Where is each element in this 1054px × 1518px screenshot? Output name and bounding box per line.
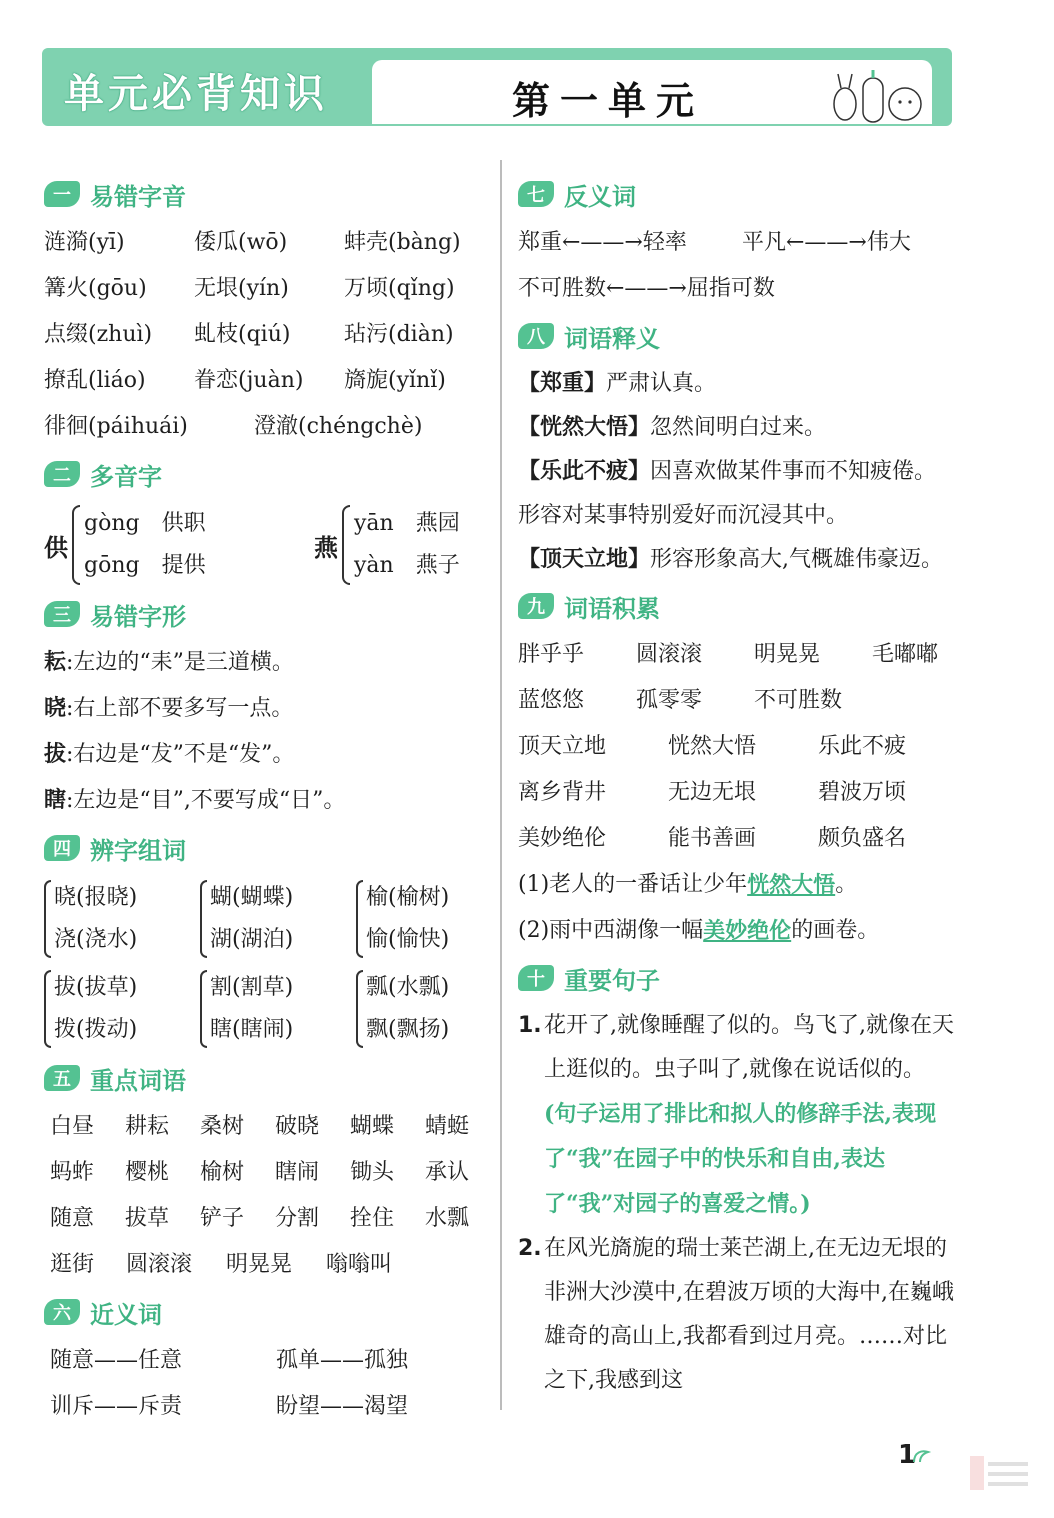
word-bank-row [518,678,958,724]
glyph-note: :右边是“犮”不是“发”。 [66,742,295,767]
key-word: 破晓 [275,1114,320,1139]
sentence-text: 在风光旖旎的瑞士莱芒湖上,在无边无垠的非洲大沙漠中,在碧波万顷的大海中,在巍峨雄奇的高山上,我都看到过月亮。……对比之下,我感到这 [544,1236,954,1393]
brace-icon [44,880,51,958]
section-title: 重点词语 [90,1066,186,1095]
unit-title: 第一单元 [512,79,705,123]
bank-word: 圆滚滚 [636,642,703,667]
section-badge: 七 [518,181,554,207]
bank-word: 毛嘟嘟 [872,642,939,667]
example-text: 。 [835,872,858,897]
pinyin-item: 徘徊(páihuái) [44,414,188,439]
key-word: 耕耘 [125,1114,170,1139]
bank-word: 碧波万顷 [818,780,907,805]
bank-word: 顶天立地 [518,734,607,759]
section-title: 近义词 [90,1300,162,1329]
key-sentence [518,1004,958,1227]
key-word: 拴住 [350,1206,395,1231]
synonym-pair: 随意——任意 [50,1348,183,1373]
sentence-number: 2. [518,1236,542,1261]
brace-icon [44,970,51,1048]
sentence-note: (句子运用了排比和拟人的修辞手法,表现了“我”在园子中的快乐和自由,表达了“我”对园子的喜爱之情。) [544,1101,937,1217]
key-word: 樱桃 [125,1160,170,1185]
pair-word: 拨(拨动) [54,1017,138,1042]
synonym-row [44,1338,484,1384]
pinyin-item: 无垠(yín) [194,276,289,301]
section-badge: 八 [518,323,554,349]
bank-word: 乐此不疲 [818,734,907,759]
distinguish-pair [44,967,200,1051]
section-badge: 三 [44,601,80,627]
glyph-note-row [44,686,484,732]
bank-word: 不可胜数 [754,688,843,713]
pinyin-item: 撩乱(liáo) [44,368,146,393]
synonym-row [44,1384,484,1430]
definition-term: 【顶天立地】 [518,547,651,572]
bank-word: 蓝悠悠 [518,688,585,713]
distinguish-pair [356,967,449,1051]
key-word: 白昼 [50,1114,95,1139]
key-words-row [44,1104,484,1150]
pair-word: 浇(浇水) [54,927,138,952]
pinyin-row [44,358,484,404]
section-badge: 二 [44,461,80,487]
section-badge: 一 [44,181,80,207]
pinyin-item: 涟漪(yī) [44,230,125,255]
polyphone-char: 供 [44,533,68,562]
glyph-note-row [44,778,484,824]
glyph-note: :左边的“耒”是三道横。 [66,650,294,675]
synonym-pair: 孤单——孤独 [276,1348,409,1373]
pair-word: 割(割草) [210,975,294,1000]
section-header-5 [44,1058,484,1098]
section-header-8 [518,316,958,356]
example-sentence [518,908,958,954]
sentence-text: 花开了,就像睡醒了似的。鸟飞了,就像在天上逛似的。虫子叫了,就像在说话似的。 [544,1013,954,1082]
section-header-2 [44,454,484,494]
antonym-pair: 不可胜数←——→屈指可数 [518,276,775,301]
pinyin-item: 点缀(zhuì) [44,322,153,347]
distinguish-pair [356,877,449,961]
section-title: 重要句子 [564,966,660,995]
page-header [42,48,952,128]
glyph-char: 瞎 [44,788,67,813]
pair-word: 晓(报晓) [54,885,138,910]
pinyin-row [44,312,484,358]
section-title: 多音字 [90,462,162,491]
key-word: 随意 [50,1206,95,1231]
section-header-7 [518,174,958,214]
key-word: 桑树 [200,1114,245,1139]
section-title: 易错字形 [90,602,186,631]
definition-term: 【郑重】 [518,371,607,396]
glyph-note-row [44,732,484,778]
section-badge: 四 [44,835,80,861]
section-header-9 [518,586,958,626]
brace-icon [200,970,207,1048]
unit-title-box [372,60,932,124]
definition-term: 【恍然大悟】 [518,415,651,440]
example-sentence [518,862,958,908]
key-word: 蜻蜓 [425,1114,470,1139]
pinyin-row [44,220,484,266]
glyph-note: :左边是“目”,不要写成“日”。 [66,788,346,813]
bank-word: 颇负盛名 [818,826,907,851]
definition-text: 因喜欢做某件事而不知疲倦。形容对某事特别爱好而沉浸其中。 [518,459,937,528]
pinyin-item: 眷恋(juàn) [194,368,304,393]
antonym-pair: 平凡←——→伟大 [742,230,911,255]
section-header-6 [44,1292,484,1332]
key-word: 承认 [425,1160,470,1185]
section-header-4 [44,828,484,868]
definition [518,450,958,538]
section-title: 反义词 [564,182,636,211]
key-word: 锄头 [350,1160,395,1185]
sentence-number: 1. [518,1013,542,1038]
example-highlight: 美妙绝伦 [703,918,792,944]
bank-word: 离乡背井 [518,780,607,805]
synonym-pair: 盼望——渴望 [276,1394,409,1419]
pair-word: 瓢(水瓢) [366,975,450,1000]
bank-word: 无边无垠 [668,780,757,805]
section-header-10 [518,958,958,998]
bank-word: 胖乎乎 [518,642,585,667]
section-badge: 九 [518,593,554,619]
antonym-row [518,266,958,312]
key-word: 铲子 [200,1206,245,1231]
pinyin-row [44,404,484,450]
glyph-note-row [44,640,484,686]
antonym-row [518,220,958,266]
page-number: 1 [898,1440,917,1470]
key-words-row [44,1242,484,1288]
synonym-pair: 训斥——斥责 [50,1394,183,1419]
column-divider [500,160,502,1410]
pinyin-item: 蚌壳(bàng) [344,230,461,255]
word-bank-row [518,632,958,678]
pinyin-item: 旖旎(yǐnǐ) [344,368,446,393]
polyphone-reading: gōng 提供 [84,553,206,578]
polyphone-group [314,500,460,590]
example-text: (2)雨中西湖像一幅 [518,918,704,943]
pinyin-item: 万顷(qǐng) [344,276,455,301]
brace-icon [356,970,363,1048]
key-word: 蝴蝶 [350,1114,395,1139]
definition-text: 形容形象高大,气概雄伟豪迈。 [650,547,944,572]
definition [518,362,958,406]
key-word: 圆滚滚 [126,1252,193,1277]
section-title: 词语积累 [564,594,660,623]
brace-icon [356,880,363,958]
section-header-3 [44,594,484,634]
key-word: 蚂蚱 [50,1160,95,1185]
distinguish-pair [200,967,356,1051]
pair-word: 榆(榆树) [366,885,450,910]
pinyin-item: 倭瓜(wō) [194,230,288,255]
section-title: 词语释义 [564,324,660,353]
brace-icon [72,505,80,585]
polyphone-group [44,500,314,590]
glyph-char: 耘 [44,650,67,675]
distinguish-pair [200,877,356,961]
word-bank-row [518,816,958,862]
pinyin-item: 虬枝(qiú) [194,322,291,347]
mascot-illustration-icon [827,68,927,124]
bank-word: 能书善画 [668,826,757,851]
pinyin-item: 玷污(diàn) [344,322,454,347]
glyph-char: 拔 [44,742,67,767]
key-word: 明晃晃 [226,1252,293,1277]
pair-word: 瞎(瞎闹) [210,1017,294,1042]
brace-icon [200,880,207,958]
example-text: (1)老人的一番话让少年 [518,872,748,897]
brace-icon [342,505,350,585]
pinyin-item: 澄澈(chéngchè) [254,414,423,439]
watermark-logo-icon [870,1446,1040,1498]
polyphone-reading: yān 燕园 [354,511,460,536]
polyphone-groups [44,500,484,590]
definition-text: 严肃认真。 [606,371,717,396]
antonym-pair: 郑重←——→轻率 [518,230,687,255]
section-header-1 [44,174,484,214]
key-word: 逛街 [50,1252,95,1277]
bank-word: 恍然大悟 [668,734,757,759]
pair-word: 蝴(蝴蝶) [210,885,294,910]
pair-word: 愉(愉快) [366,927,450,952]
definition [518,538,958,582]
pinyin-row [44,266,484,312]
section-title: 辨字组词 [90,836,186,865]
key-words-row [44,1150,484,1196]
glyph-char: 晓 [44,696,67,721]
pair-word: 拔(拔草) [54,975,138,1000]
key-word: 嗡嗡叫 [326,1252,393,1277]
definition-text: 忽然间明白过来。 [650,415,827,440]
distinguish-row [44,964,484,1054]
key-word: 水瓢 [425,1206,470,1231]
key-word: 拔草 [125,1206,170,1231]
polyphone-reading: gòng 供职 [84,511,206,536]
polyphone-char: 燕 [314,533,338,562]
pinyin-item: 篝火(gōu) [44,276,147,301]
key-words-row [44,1196,484,1242]
word-bank-row [518,770,958,816]
bank-word: 孤零零 [636,688,703,713]
key-sentence [518,1227,958,1403]
key-word: 榆树 [200,1160,245,1185]
word-bank-row [518,724,958,770]
pair-word: 飘(飘扬) [366,1017,450,1042]
glyph-note: :右上部不要多写一点。 [66,696,294,721]
example-text: 的画卷。 [791,918,880,943]
distinguish-row [44,874,484,964]
bank-word: 美妙绝伦 [518,826,607,851]
header-title: 单元必背知识 [64,71,328,117]
section-badge: 五 [44,1065,80,1091]
distinguish-pair [44,877,200,961]
section-badge: 六 [44,1299,80,1325]
section-badge: 十 [518,965,554,991]
polyphone-reading: yàn 燕子 [354,553,460,578]
pair-word: 湖(湖泊) [210,927,294,952]
left-column [44,170,484,1430]
right-column [518,170,958,1403]
section-title: 易错字音 [90,182,186,211]
definition-term: 【乐此不疲】 [518,459,651,484]
key-word: 分割 [275,1206,320,1231]
definition [518,406,958,450]
example-highlight: 恍然大悟 [747,872,836,898]
bank-word: 明晃晃 [754,642,821,667]
key-word: 瞎闹 [275,1160,320,1185]
